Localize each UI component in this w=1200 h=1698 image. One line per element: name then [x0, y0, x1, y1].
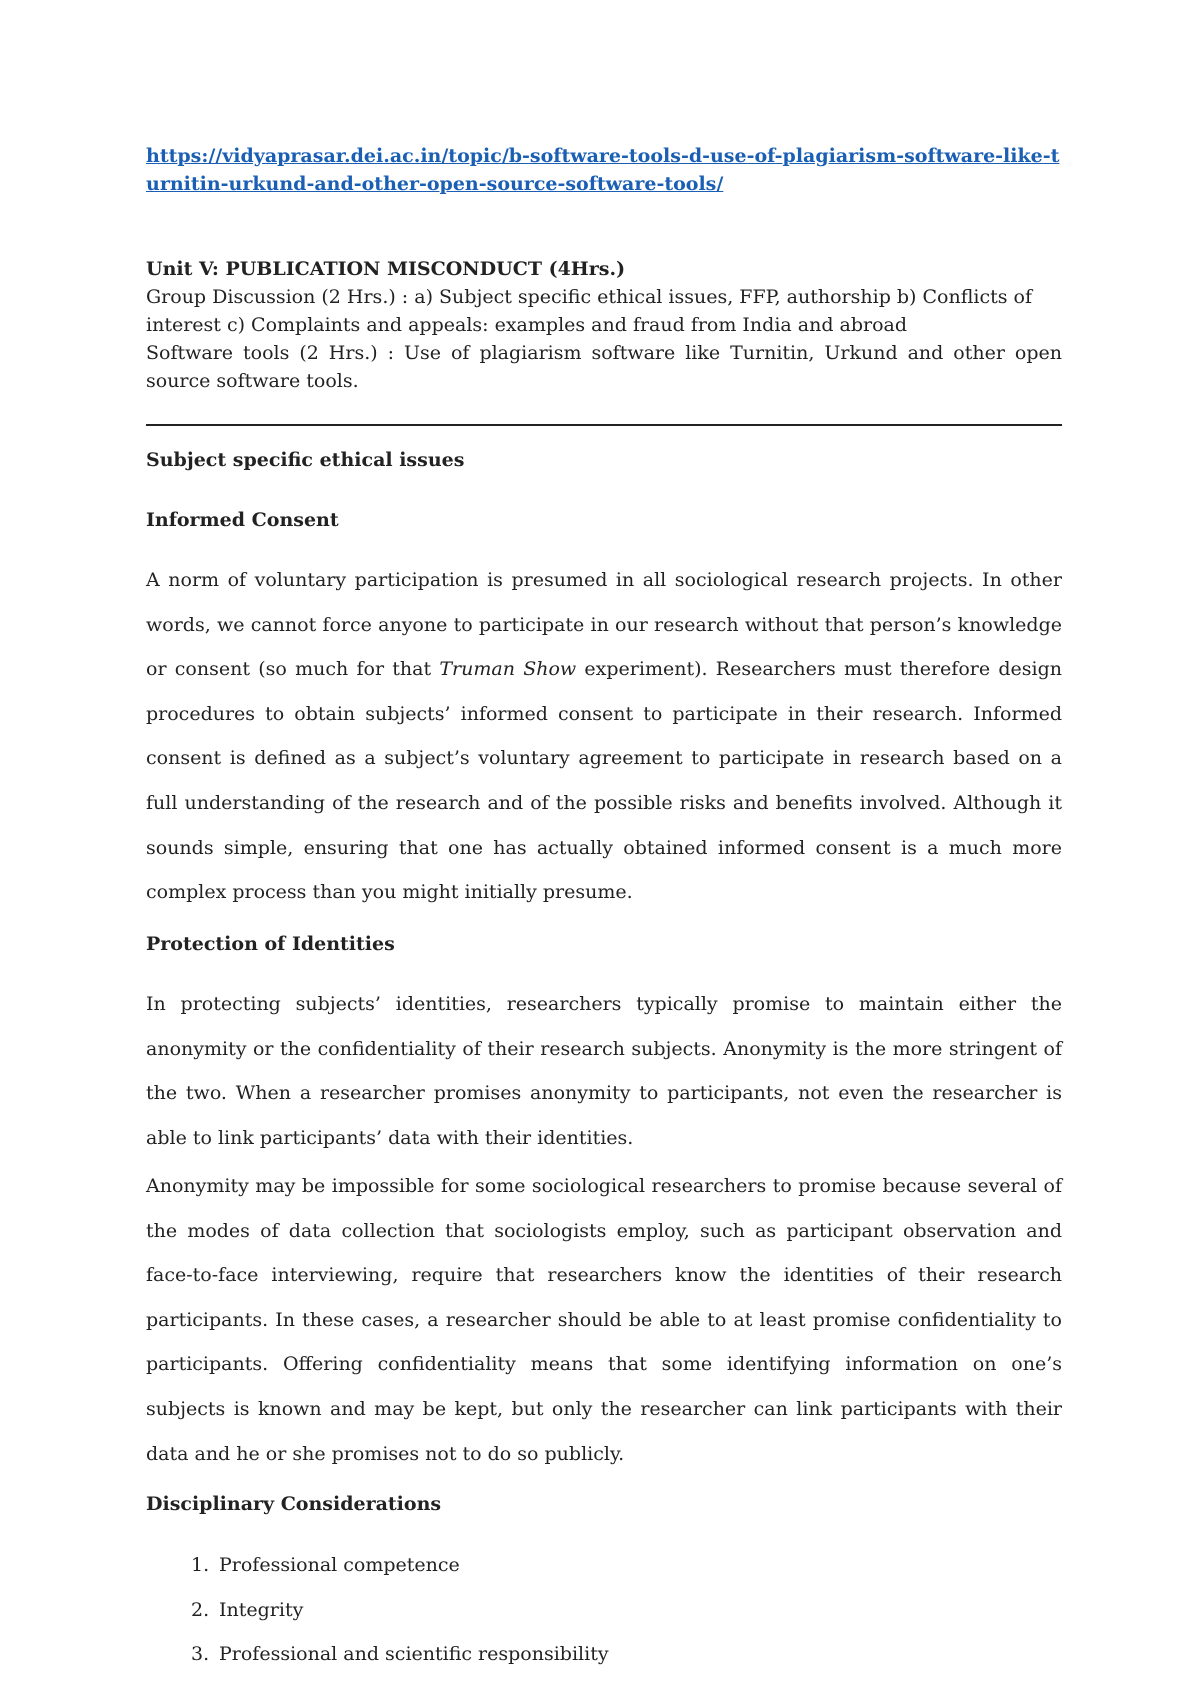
software-tools-line: Software tools (2 Hrs.) : Use of plagiarism software like Turnitin, Urkund and other open source software tools.: [146, 342, 1062, 392]
list-item: 2. Integrity: [191, 1598, 304, 1621]
horizontal-divider: [146, 424, 1062, 426]
protection-identities-heading: Protection of Identities: [146, 933, 395, 955]
disciplinary-heading: Disciplinary Considerations: [146, 1493, 442, 1515]
truman-show-emphasis: Truman Show: [439, 658, 577, 681]
subject-specific-heading: Subject specific ethical issues: [146, 449, 465, 471]
unit-title: Unit V: PUBLICATION MISCONDUCT (4Hrs.): [146, 258, 626, 280]
protection-paragraph-2: Anonymity may be impossible for some sociological researchers to promise because several of the modes of data collection that sociologists employ, such as participant observation and face-to-face interviewing, require that researchers know the identities of their research participants. In these cases, a researcher should be able to at least promise confidentiality to participants. Offering confidentiality means that some identifying information on one’s subjects is known and may be kept, but only the researcher can link participants with their data and he or she promises not to do so publicly.: [146, 1175, 1062, 1465]
informed-consent-heading: Informed Consent: [146, 509, 339, 531]
list-item: 3. Professional and scientific responsibility: [191, 1643, 609, 1666]
group-discussion-line: Group Discussion (2 Hrs.) : a) Subject specific ethical issues, FFP, authorship b) Conflicts of interest c) Complaints and appeals: examples and fraud from India and abroad: [146, 286, 1033, 336]
informed-consent-paragraph: A norm of voluntary participation is presumed in all sociological research projects. In other words, we cannot force anyone to participate in our research without that person’s knowledge or consent (so much for that Truman Show experiment). Researchers must therefore design procedures to obtain subjects’ informed consent to participate in their research. Informed consent is defined as a subject’s voluntary agreement to participate in research based on a full understanding of the research and of the possible risks and benefits involved. Although it sounds simple, ensuring that one has actually obtained informed consent is a much more complex process than you might initially presume.: [146, 569, 1062, 904]
protection-paragraph-1: In protecting subjects’ identities, researchers typically promise to maintain either the anonymity or the confidentiality of their research subjects. Anonymity is the more stringent of the two. When a researcher promises anonymity to participants, not even the researcher is able to link participants’ data with their identities.: [146, 993, 1062, 1149]
unit-block: [146, 255, 1062, 395]
source-link[interactable]: https://vidyaprasar.dei.ac.in/topic/b-software-tools-d-use-of-plagiarism-software-like-turnitin-urkund-and-other-open-source-software-tools/: [146, 145, 1060, 195]
disciplinary-list: [146, 1543, 609, 1677]
list-item: 1. Professional competence: [191, 1554, 460, 1576]
